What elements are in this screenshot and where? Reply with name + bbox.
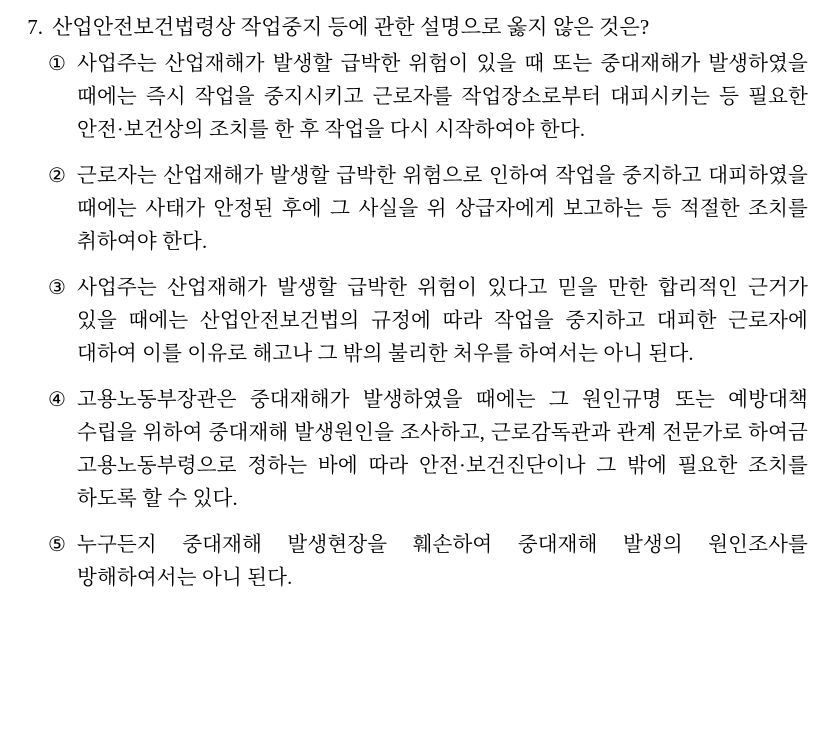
choice-option-2[interactable] <box>48 160 808 259</box>
choice-option-3[interactable] <box>48 272 808 371</box>
choice-marker-1: ① <box>48 53 66 75</box>
choice-marker-2: ② <box>48 165 66 187</box>
choice-option-1[interactable] <box>48 48 808 147</box>
choice-text-4: 고용노동부장관은 중대재해가 발생하였을 때에는 그 원인규명 또는 예방대책 수립을 위하여 중대재해 발생원인을 조사하고, 근로감독관과 관계 전문가로 하여금 고용노동부령으로 정하는 바에 따라 안전·보건진단이나 그 밖에 필요한 조치를 하도록 할 수 있다. <box>77 389 808 510</box>
choice-marker-5: ⑤ <box>48 534 66 556</box>
choice-text-5: 누구든지 중대재해 발생현장을 훼손하여 중대재해 발생의 원인조사를 방해하여서는 아니 된다. <box>77 534 808 589</box>
question-text: 산업안전보건법령상 작업중지 등에 관한 설명으로 옳지 않은 것은? <box>52 15 650 39</box>
choice-text-1: 사업주는 산업재해가 발생할 급박한 위험이 있을 때 또는 중대재해가 발생하였을 때에는 즉시 작업을 중지시키고 근로자를 작업장소로부터 대피시키는 등 필요한 안전·보건상의 조치를 한 후 작업을 다시 시작하여야 한다. <box>77 53 808 141</box>
question-block <box>18 10 808 44</box>
choice-text-2: 근로자는 산업재해가 발생할 급박한 위험으로 인하여 작업을 중지하고 대피하였을 때에는 사태가 안정된 후에 그 사실을 위 상급자에게 보고하는 등 적절한 조치를 취하여야 한다. <box>77 165 808 253</box>
choice-text-3: 사업주는 산업재해가 발생할 급박한 위험이 있다고 믿을 만한 합리적인 근거가 있을 때에는 산업안전보건법의 규정에 따라 작업을 중지하고 대피한 근로자에 대하여 이를 이유로 해고나 그 밖의 불리한 처우를 하여서는 아니 된다. <box>77 277 808 365</box>
choice-list <box>18 48 808 595</box>
choice-option-5[interactable] <box>48 529 808 595</box>
choice-marker-4: ④ <box>48 389 66 411</box>
choice-marker-3: ③ <box>48 277 66 299</box>
question-number: 7. <box>27 15 43 39</box>
choice-option-4[interactable] <box>48 384 808 516</box>
